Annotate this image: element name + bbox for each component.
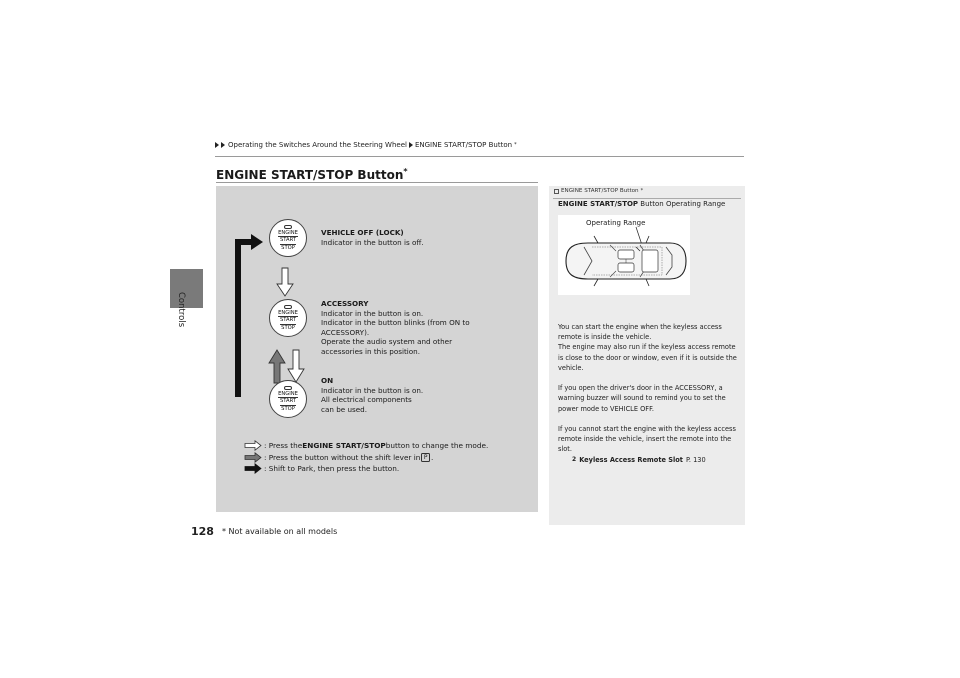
note-marker-icon — [554, 189, 559, 194]
note-panel — [549, 186, 745, 525]
state-title: ACCESSORY — [321, 299, 369, 308]
button-label-line3: STOP — [281, 405, 295, 412]
chapter-tab — [170, 269, 203, 308]
down-arrow-icon — [288, 350, 304, 382]
state-line: Indicator in the button blinks (from ON to ACCESSORY). — [321, 318, 470, 337]
up-arrow-icon — [269, 350, 285, 383]
note-paragraph — [558, 322, 740, 373]
mode-diagram — [216, 186, 538, 512]
reference-page: P. 130 — [685, 455, 706, 464]
page-number: 128 — [191, 525, 214, 538]
note-paragraph: If you open the driver's door in the ACCESSORY, a warning buzzer will sound to remind you to set the power mode to VEHICLE OFF. — [558, 384, 726, 413]
note-header-text: ENGINE START/STOP Button — [561, 188, 639, 194]
note-subtitle-rest: Button Operating Range — [638, 200, 726, 208]
button-label-line1: ENGINE — [278, 310, 298, 317]
note-subtitle-bold: ENGINE START/STOP — [558, 200, 639, 208]
state-line: Operate the audio system and other accessories in this position. — [321, 337, 453, 356]
header-rule — [215, 156, 744, 157]
state-title: ON — [321, 376, 334, 385]
legend-text: button to change the mode. — [385, 441, 489, 450]
state-title: VEHICLE OFF (LOCK) — [321, 228, 404, 237]
button-indicator-icon — [284, 386, 292, 390]
button-label-line3: STOP — [281, 244, 295, 251]
button-label-line2: START — [279, 398, 296, 405]
button-label-line2: START — [279, 237, 296, 244]
engine-start-stop-button — [269, 299, 307, 337]
legend-press-no-park — [244, 452, 433, 463]
cross-reference-link[interactable] — [558, 455, 740, 465]
return-arrow-icon — [238, 242, 252, 397]
white-arrow-icon — [244, 440, 262, 451]
legend-press — [244, 440, 488, 451]
breadcrumb-arrow-icon — [221, 142, 225, 148]
note-subtitle — [558, 200, 725, 208]
breadcrumb-asterisk: * — [514, 142, 517, 148]
car-top-view-icon — [558, 215, 690, 295]
operating-range-label: Operating Range — [586, 219, 646, 227]
note-header-asterisk: * — [640, 188, 644, 194]
button-label-line2: START — [279, 317, 296, 324]
down-arrow-icon — [277, 268, 293, 296]
state-line: Indicator in the button is on. — [321, 385, 424, 395]
legend-bold: ENGINE START/STOP — [302, 441, 386, 450]
legend-text: . — [431, 453, 434, 462]
note-body — [558, 322, 740, 465]
park-box-icon: P — [421, 453, 430, 462]
black-arrow-icon — [244, 463, 262, 474]
return-arrowhead-icon — [251, 234, 263, 250]
section-title-asterisk: * — [403, 167, 408, 176]
button-label-line3: STOP — [281, 324, 295, 331]
state-line: All electrical components can be used. — [321, 395, 412, 414]
state-line: Indicator in the button is on. — [321, 308, 424, 318]
section-title — [216, 167, 408, 182]
footnote: * Not available on all models — [222, 527, 338, 536]
state-on — [321, 376, 424, 414]
note-text: You can start the engine when the keyless access remote is inside the vehicle. — [558, 323, 722, 342]
state-line: Indicator in the button is off. — [321, 237, 424, 247]
button-indicator-icon — [284, 225, 292, 229]
section-title-text: ENGINE START/STOP Button — [216, 168, 404, 182]
button-label-line1: ENGINE — [278, 230, 298, 237]
note-text: The engine may also run if the keyless access remote is close to the door or window, even if it is outside the vehicle. — [558, 343, 737, 372]
grey-arrow-icon — [244, 452, 262, 463]
breadcrumb — [215, 141, 517, 149]
note-header-rule — [553, 198, 741, 199]
legend-text: : Press the button without the shift lever in — [264, 453, 421, 462]
breadcrumb-arrow-icon — [409, 142, 413, 148]
engine-start-stop-button — [269, 380, 307, 418]
breadcrumb-page[interactable]: ENGINE START/STOP Button — [414, 141, 513, 149]
button-label-line1: ENGINE — [278, 391, 298, 398]
button-indicator-icon — [284, 305, 292, 309]
breadcrumb-arrow-icon — [215, 142, 219, 148]
reference-title: Keyless Access Remote Slot — [579, 455, 683, 464]
note-header — [554, 188, 643, 194]
breadcrumb-section[interactable]: Operating the Switches Around the Steering Wheel — [228, 141, 407, 149]
legend-text: : Shift to Park, then press the button. — [264, 464, 400, 473]
legend-text: : Press the — [264, 441, 303, 450]
chapter-label: Controls — [176, 292, 186, 328]
engine-start-stop-button — [269, 219, 307, 257]
state-vehicle-off — [321, 228, 511, 247]
legend-shift-park — [244, 463, 399, 474]
state-accessory — [321, 299, 491, 357]
note-paragraph: If you cannot start the engine with the keyless access remote inside the vehicle, insert the remote into the slot. — [558, 425, 736, 454]
operating-range-illustration — [558, 215, 690, 295]
reference-marker-icon: 2 — [572, 455, 577, 463]
title-rule — [216, 182, 538, 183]
